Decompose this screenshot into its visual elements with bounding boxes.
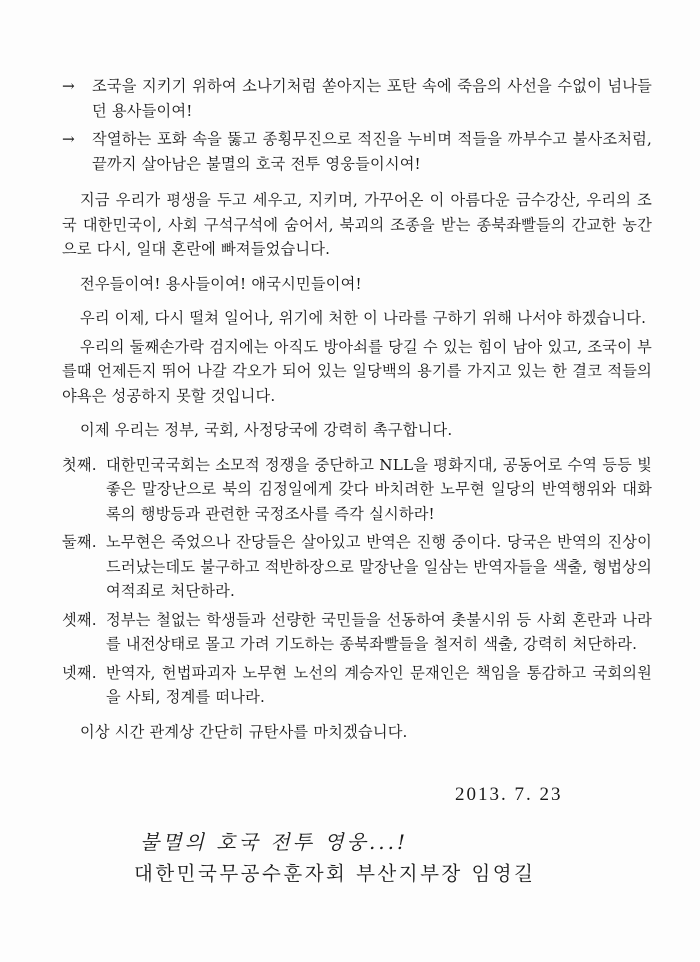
arrow-marker: →: [62, 130, 75, 148]
closing-statement: 이상 시간 관계상 간단히 규탄사를 마치겠습니다.: [80, 722, 408, 741]
paragraph: 우리 이제, 다시 떨쳐 일어나, 위기에 처한 이 나라를 구하기 위해 나서야 하겠습니다.: [80, 309, 647, 327]
ordinal-label: 셋째.: [62, 610, 97, 629]
paragraph: 지금 우리가 평생을 두고 세우고, 지키며, 가꾸어온 이 아름다운 금수강산, 우리의 조국 대한민국이, 사회 구석구석에 숨어서, 북괴의 조종을 받는 종북좌빨들의 간교한 농간으로 다시, 일대 혼란에 빠져들었습니다.: [62, 191, 652, 258]
demand-item: [62, 453, 652, 527]
intro-text: 조국을 지키기 위하여 소나기처럼 쏟아지는 포탄 속에 죽음의 사선을 수없이 넘나들던 용사들이여!: [92, 77, 652, 120]
ordinal-label: 넷째.: [62, 663, 97, 682]
intro-item: [62, 74, 652, 123]
demand-text: 노무현은 죽었으나 잔당들은 살아있고 반역은 진행 중이다. 당국은 반역의 진상이 드러났는데도 불구하고 적반하장으로 말장난을 일삼는 반역자들을 색출, 형법상의 여적죄로 처단하라.: [106, 533, 652, 600]
paragraph: 전우들이여! 용사들이여! 애국시민들이여!: [80, 274, 362, 293]
demand-text: 정부는 철없는 학생들과 선량한 국민들을 선동하여 촛불시위 등 사회 혼란과 나라를 내전상태로 몰고 가려 기도하는 종북좌빨들을 철저히 색출, 강력히 처단하라.: [106, 610, 652, 653]
demand-text: 반역자, 헌법파괴자 노무현 노선의 계승자인 문재인은 책임을 통감하고 국회의원을 사퇴, 정계를 떠나라.: [106, 663, 652, 706]
closing-phrase: 불멸의 호국 전투 영웅...!: [140, 830, 409, 854]
signature-line: 대한민국무공수훈자회 부산지부장 임영길: [134, 862, 536, 885]
intro-item: [62, 127, 652, 176]
paragraph: 우리의 둘째손가락 검지에는 아직도 방아쇠를 당길 수 있는 힘이 남아 있고, 조국이 부를때 언제든지 뛰어 나갈 각오가 되어 있는 일당백의 용기를 가지고 있는 한 결코 적들의 야욕은 성공하지 못할 것입니다.: [62, 337, 652, 405]
ordinal-label: 첫째.: [62, 455, 97, 474]
paragraph: 이제 우리는 정부, 국회, 사정당국에 강력히 촉구합니다.: [80, 421, 453, 439]
demand-item: [62, 661, 652, 710]
demand-item: [62, 530, 652, 604]
document-date: 2013. 7. 23: [455, 784, 563, 805]
document-body: [62, 74, 652, 744]
ordinal-label: 둘째.: [62, 533, 97, 551]
arrow-marker: →: [62, 77, 75, 95]
demand-item: [62, 608, 652, 657]
demand-text: 대한민국국회는 소모적 정쟁을 중단하고 NLL을 평화지대, 공동어로 수역 등등 빛 좋은 말장난으로 북의 김정일에게 갖다 바치려한 노무현 일당의 반역행위와 대화록의 행방등과 관련한 국정조사를 즉각 실시하라!: [106, 455, 652, 523]
intro-text: 작열하는 포화 속을 뚫고 종횡무진으로 적진을 누비며 적들을 까부수고 불사조처럼, 끝까지 살아남은 불멸의 호국 전투 영웅들이시여!: [92, 130, 652, 173]
